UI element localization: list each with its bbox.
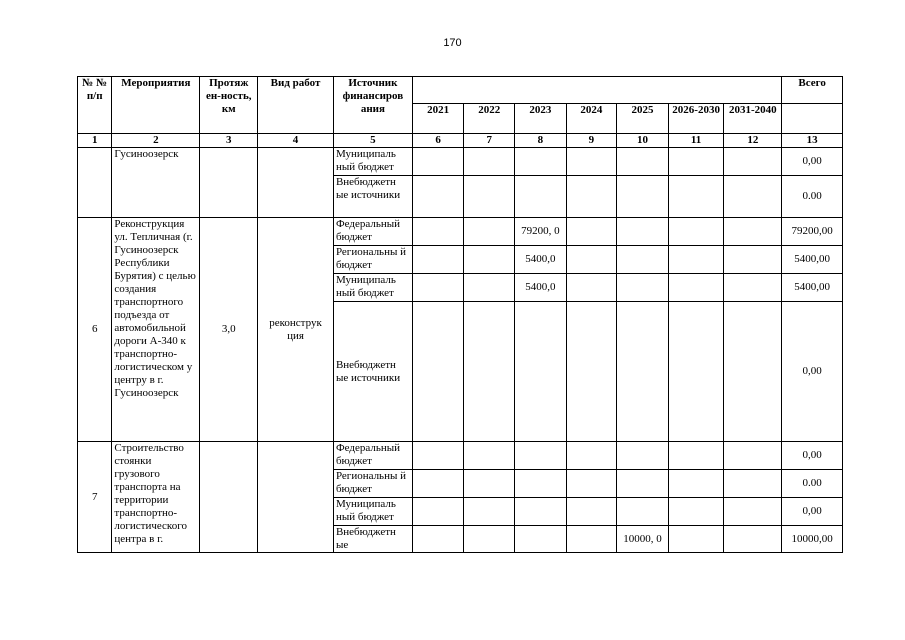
column-number: 9 — [566, 134, 617, 148]
source-cell: Муниципаль ный бюджет — [333, 274, 412, 302]
source-cell: Муниципаль ный бюджет — [333, 148, 412, 176]
row-num-cell — [78, 148, 112, 218]
table-row — [78, 148, 843, 176]
work-type-cell — [258, 442, 334, 553]
value-cell-2023: 79200, 0 — [515, 218, 567, 246]
source-cell: Муниципаль ный бюджет — [333, 498, 412, 526]
header-measures: Мероприятия — [112, 77, 200, 134]
financing-table — [77, 76, 843, 553]
work-type-cell: реконструк ция — [258, 218, 334, 442]
source-cell: Федеральный бюджет — [333, 218, 412, 246]
header-total: Всего — [782, 77, 843, 104]
measure-name: Строительство стоянки грузового транспорта на территории транспортно-логистического центра в г. — [112, 442, 200, 553]
total-cell: 10000,00 — [782, 526, 843, 553]
total-cell: 0.00 — [782, 176, 843, 218]
total-cell: 0,00 — [782, 148, 843, 176]
column-number: 6 — [412, 134, 464, 148]
header-year: 2025 — [617, 104, 669, 134]
measure-name: Реконструкция ул. Тепличная (г. Гусиноозерск Республики Бурятия) с целью создания транспортного подъезда от автомобильной дороги А-340 к транспортно-логистическом у центру в г. Гусиноозерск — [112, 218, 200, 442]
total-cell: 5400,00 — [782, 274, 843, 302]
header-year: 2021 — [412, 104, 464, 134]
total-cell: 0.00 — [782, 470, 843, 498]
column-number: 11 — [668, 134, 724, 148]
column-number: 1 — [78, 134, 112, 148]
source-cell: Внебюджетн ые источники — [333, 302, 412, 442]
source-cell: Внебюджетн ые — [333, 526, 412, 553]
header-total-blank — [782, 104, 843, 134]
header-years-group — [412, 77, 781, 104]
measure-name: Гусиноозерск — [112, 148, 200, 218]
page-number: 170 — [443, 37, 462, 49]
header-work-type: Вид работ — [258, 77, 334, 134]
header-year: 2026-2030 — [668, 104, 724, 134]
header-year: 2031-2040 — [724, 104, 782, 134]
column-number: 10 — [617, 134, 669, 148]
column-number: 3 — [200, 134, 258, 148]
header-year: 2024 — [566, 104, 617, 134]
column-number: 5 — [333, 134, 412, 148]
table-row — [78, 218, 843, 246]
work-type-cell — [258, 148, 334, 218]
total-cell: 0,00 — [782, 442, 843, 470]
length-cell: 3,0 — [200, 218, 258, 442]
row-num-cell: 6 — [78, 218, 112, 442]
column-number: 4 — [258, 134, 334, 148]
column-number: 13 — [782, 134, 843, 148]
row-num-cell: 7 — [78, 442, 112, 553]
column-number: 8 — [515, 134, 567, 148]
header-source: Источник финансиров ания — [333, 77, 412, 134]
header-num: № № п/п — [78, 77, 112, 134]
value-cell-2025: 10000, 0 — [617, 526, 669, 553]
source-cell: Внебюджетн ые источники — [333, 176, 412, 218]
column-number: 2 — [112, 134, 200, 148]
source-cell: Региональны й бюджет — [333, 246, 412, 274]
total-cell: 0,00 — [782, 302, 843, 442]
table-row — [78, 442, 843, 470]
column-number: 7 — [464, 134, 515, 148]
value-cell-2023: 5400,0 — [515, 246, 567, 274]
header-year: 2022 — [464, 104, 515, 134]
length-cell — [200, 148, 258, 218]
total-cell: 0,00 — [782, 498, 843, 526]
header-length: Протяж ен-ность, км — [200, 77, 258, 134]
source-cell: Региональны й бюджет — [333, 470, 412, 498]
source-cell: Федеральный бюджет — [333, 442, 412, 470]
total-cell: 79200,00 — [782, 218, 843, 246]
length-cell — [200, 442, 258, 553]
column-number: 12 — [724, 134, 782, 148]
total-cell: 5400,00 — [782, 246, 843, 274]
header-year: 2023 — [515, 104, 567, 134]
value-cell-2023: 5400,0 — [515, 274, 567, 302]
